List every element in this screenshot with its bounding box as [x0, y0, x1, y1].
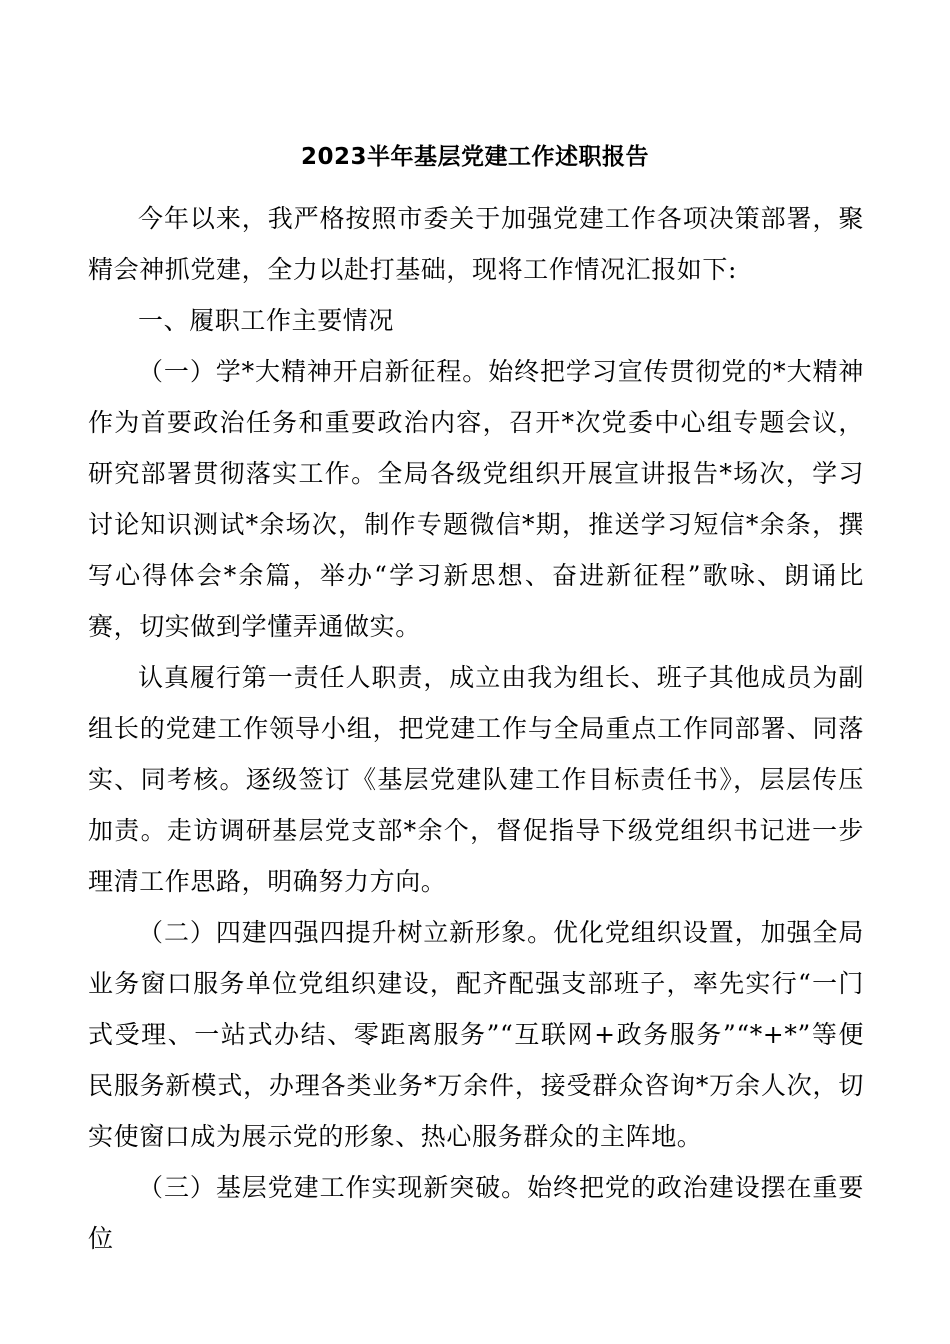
document-body: [88, 193, 864, 1264]
section-heading-1: 一、履职工作主要情况: [138, 306, 395, 335]
paragraph-breakthrough: （三）基层党建工作实现新突破。始终把党的政治建设摆在重要位: [88, 1173, 864, 1253]
paragraph-four-builds: （二）四建四强四提升树立新形象。优化党组织设置，加强全局业务窗口服务单位党组织建设，配齐配强支部班子，率先实行“一门式受理、一站式办结、零距离服务”“互联网+政务服务”“*+*”等便民服务新模式，办理各类业务*万余件，接受群众咨询*万余人次，切实使窗口成为展示党的形象、热心服务群众的主阵地。: [88, 918, 864, 1151]
intro-paragraph: 今年以来，我严格按照市委关于加强党建工作各项决策部署，聚精会神抓党建，全力以赴打基础，现将工作情况汇报如下:: [88, 204, 864, 284]
paragraph-study-spirit: （一）学*大精神开启新征程。始终把学习宣传贯彻党的*大精神作为首要政治任务和重要政治内容，召开*次党委中心组专题会议，研究部署贯彻落实工作。全局各级党组织开展宣讲报告*场次，学习讨论知识测试*余场次，制作专题微信*期，推送学习短信*余条，撰写心得体会*余篇，举办“学习新思想、奋进新征程”歌咏、朗诵比赛，切实做到学懂弄通做实。: [88, 357, 864, 641]
document-title: 2023半年基层党建工作述职报告: [300, 144, 649, 170]
paragraph-responsibility: 认真履行第一责任人职责，成立由我为组长、班子其他成员为副组长的党建工作领导小组，把党建工作与全局重点工作同部署、同落实、同考核。逐级签订《基层党建队建工作目标责任书》，层层传压加责。走访调研基层党支部*余个，督促指导下级党组织书记进一步理清工作思路，明确努力方向。: [88, 663, 864, 896]
